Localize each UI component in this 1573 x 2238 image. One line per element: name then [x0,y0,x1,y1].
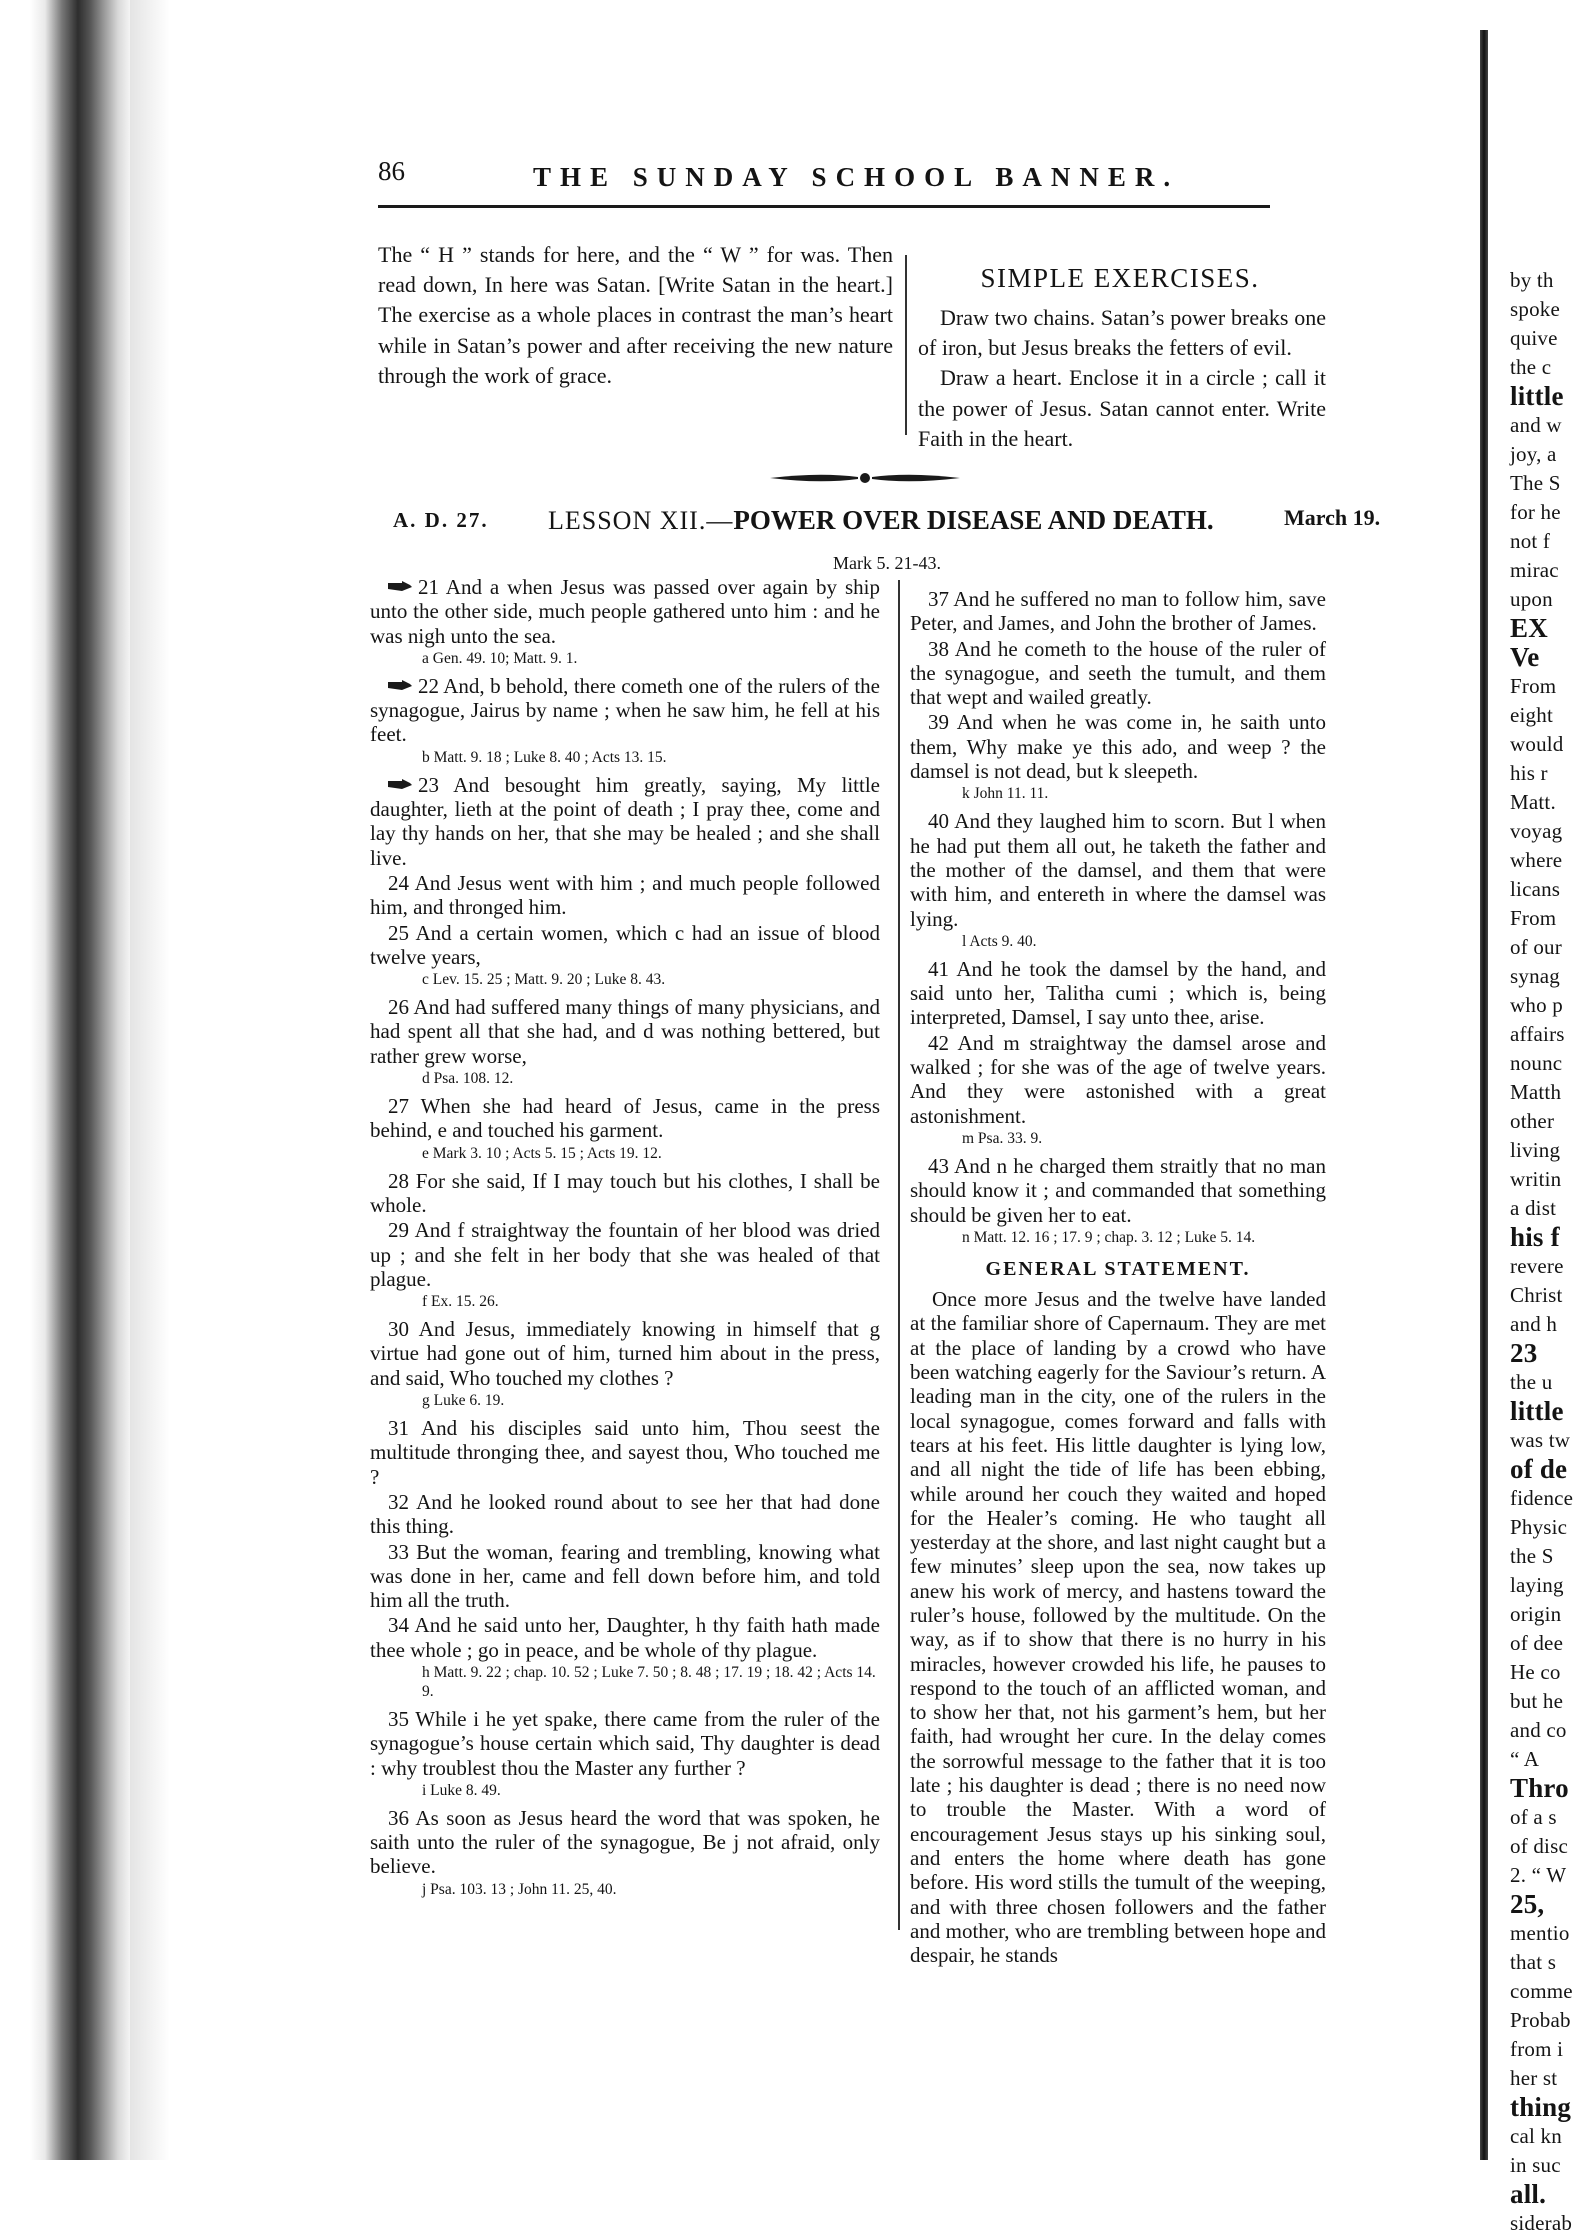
adjacent-page-text: nounc [1510,1051,1563,1075]
verse [370,1540,880,1613]
adjacent-page-text: fidence [1510,1486,1573,1510]
adjacent-page-text: from i [1510,2037,1564,2061]
lesson-ad-date: A. D. 27. [393,508,489,532]
ornament-divider-icon [770,468,960,488]
main-column-divider [898,580,900,1930]
adjacent-page-text: the c [1510,355,1552,379]
verse: 41 And he took the damsel by the hand, and said unto her, Talitha cumi ; which is, being interpreted, Damsel, I say unto thee, arise. [910,956,1326,1030]
adjacent-page-text: comme [1510,1979,1573,2003]
verse: 38 And he cometh to the house of the ruler of the synagogue, and seeth the tumult, and them that wept and wailed greatly. [910,636,1326,710]
adjacent-page-text: of our [1510,935,1562,959]
adjacent-page-text: little [1510,381,1564,411]
verse-text: 25 And a certain women, which c had an issue of blood twelve years, [370,920,880,969]
adjacent-page-text: licans [1510,877,1561,901]
verse-cross-reference: i Luke 8. 49. [422,1781,501,1799]
right-verse-list [910,587,1326,1247]
verse: 42 And m straightway the damsel arose and walked ; for she was of the age of twelve years. And they were astonished with a great astonishment. [910,1030,1326,1128]
header-rule [378,205,1270,208]
adjacent-page-text: origin [1510,1602,1562,1626]
adjacent-page-text: quive [1510,326,1558,350]
verse-text: 35 While i he yet spake, there came from the ruler of the synagogue’s house certain which said, Thy daughter is dead : why troublest thou the Master any further ? [370,1706,880,1780]
adjacent-page-text: by th [1510,268,1554,292]
verse-cross-reference: b Matt. 9. 18 ; Luke 8. 40 ; Acts 13. 15. [422,748,667,766]
verse-cross-reference: c Lev. 15. 25 ; Matt. 9. 20 ; Luke 8. 43. [422,971,666,989]
adjacent-page-text: 2. “ W [1510,1863,1567,1887]
adjacent-page-fragment [1510,266,1573,2235]
adjacent-page-text: Physic [1510,1515,1568,1539]
adjacent-page-text: Ve [1510,642,1540,672]
verse-text: 22 And, b behold, there cometh one of the rulers of the synagogue, Jairus by name ; when he saw him, he fell at his feet. [370,673,880,747]
verse-text: 28 For she said, If I may touch but his clothes, I shall be whole. [370,1168,880,1217]
verse-text: 32 And he looked round about to see her that had done this thing. [370,1489,880,1539]
lesson-topic: POWER OVER DISEASE AND DEATH. [733,505,1214,535]
adjacent-page-text: his f [1510,1222,1560,1252]
adjacent-page-text: Probab [1510,2008,1571,2032]
adjacent-page-text: mirac [1510,558,1559,582]
adjacent-page-text: but he [1510,1689,1564,1713]
verse-text: 31 And his disciples said unto him, Thou seest the multitude thronging thee, and sayest thou, Who touched me ? [370,1416,880,1489]
verse [370,1806,880,1879]
adjacent-page-text: where [1510,848,1563,872]
adjacent-page-text: affairs [1510,1022,1565,1046]
adjacent-page-text: of de [1510,1454,1568,1484]
verse [370,575,880,648]
adjacent-page-text: all. [1510,2179,1547,2209]
verse-cross-reference: h Matt. 9. 22 ; chap. 10. 52 ; Luke 7. 50 ; 8. 48 ; 17. 19 ; 18. 42 ; Acts 14. 9. [422,1663,876,1700]
adjacent-page-text: writin [1510,1167,1562,1191]
adjacent-page-text: upon [1510,587,1553,611]
adjacent-page-text: He co [1510,1660,1561,1684]
verse-cross-reference: e Mark 3. 10 ; Acts 5. 15 ; Acts 19. 12. [422,1144,662,1162]
verse [370,921,880,970]
top-column-divider [905,255,907,435]
exercise-paragraph: Draw a heart. Enclose it in a circle ; call it the power of Jesus. Satan cannot enter. Write Faith in the heart. [918,365,1326,451]
verse-text: 26 And had suffered many things of many physicians, and had spent all that she had, and d was nothing bettered, but rather grew worse, [370,995,880,1068]
verse-text: 33 But the woman, fearing and trembling, knowing what was done in her, came and fell down before him, and told him all the truth. [370,1539,880,1613]
verse-text: 23 And besought him greatly, saying, My little daughter, lieth at the point of death ; I pray thee, come and lay thy hands on her, that she may be healed ; and she shall live. [370,772,880,870]
verse: 37 And he suffered no man to follow him, save Peter, and James, and John the brother of James. [910,587,1326,636]
pointing-hand-icon [388,580,412,592]
verse [370,1490,880,1539]
adjacent-page-text: his r [1510,761,1548,785]
page-header [378,150,1268,206]
page-edge-divider [1480,30,1488,2160]
book-spine-shadow [0,0,130,2160]
adjacent-page-text: a dist [1510,1196,1557,1220]
adjacent-page-text: the u [1510,1370,1553,1394]
adjacent-page-text: mentio [1510,1921,1570,1945]
right-verses-column [910,587,1326,1967]
lesson-heading [548,505,1214,536]
left-verses-column [370,575,880,1905]
adjacent-page-text: 23 [1510,1338,1538,1368]
verse-cross-reference: n Matt. 12. 16 ; 17. 9 ; chap. 3. 12 ; Luke 5. 14. [962,1228,1256,1246]
verse-cross-reference: l Acts 9. 40. [962,932,1037,950]
verse-cross-reference: d Psa. 108. 12. [422,1070,514,1088]
adjacent-page-text: and h [1510,1312,1558,1336]
verse-cross-reference: f Ex. 15. 26. [422,1293,499,1311]
verse-cross-reference: m Psa. 33. 9. [962,1129,1043,1147]
adjacent-page-text: was tw [1510,1428,1571,1452]
adjacent-page-text: laying [1510,1573,1564,1597]
verse-text: 34 And he said unto her, Daughter, h thy faith hath made thee whole ; go in peace, and be whole of thy plague. [370,1613,880,1662]
adjacent-page-text: The S [1510,471,1561,495]
adjacent-page-text: voyag [1510,819,1563,843]
verse [370,1169,880,1218]
lesson-date: March 19. [1284,505,1381,530]
general-statement-title: GENERAL STATEMENT. [985,1257,1251,1280]
verse-text: 30 And Jesus, immediately knowing in himself that g virtue had gone out of him, turned him about in the press, and said, Who touched my clothes ? [370,1317,880,1390]
adjacent-page-text: not f [1510,529,1551,553]
adjacent-page-text: Matth [1510,1080,1562,1104]
adjacent-page-text: and w [1510,413,1562,437]
verse [370,871,880,920]
adjacent-page-text: Matt. [1510,790,1556,814]
verse: 43 And n he charged them straitly that no man should know it ; and commanded that something should be given her to eat. [910,1153,1326,1227]
verse [370,1317,880,1390]
simple-exercises-body [918,303,1326,454]
adjacent-page-text: thing [1510,2092,1572,2122]
verse-text: 36 As soon as Jesus heard the word that was spoken, he saith unto the ruler of the synagogue, Be j not afraid, only believe. [370,1805,880,1879]
verse [370,674,880,747]
pointing-hand-icon [388,778,412,790]
verse [370,1707,880,1780]
verse-text: 29 And f straightway the fountain of her blood was dried up ; and she felt in her body that she was healed of that plague. [370,1218,880,1291]
adjacent-page-text: her st [1510,2066,1558,2090]
adjacent-page-text: eight [1510,703,1553,727]
verse [370,995,880,1068]
adjacent-page-text: of a s [1510,1805,1557,1829]
adjacent-page-text: spoke [1510,297,1560,321]
adjacent-page-text: Christ [1510,1283,1563,1307]
verse-cross-reference: a Gen. 49. 10; Matt. 9. 1. [422,649,578,667]
verse [370,1613,880,1662]
simple-exercises-title: SIMPLE EXERCISES. [980,263,1260,293]
adjacent-page-text: Thro [1510,1773,1569,1803]
scripture-reference: Mark 5. 21-43. [833,553,941,573]
verse [370,1416,880,1489]
adjacent-page-text: “ A [1510,1747,1540,1771]
verse [370,773,880,870]
journal-title: THE SUNDAY SCHOOL BANNER. [533,162,1180,192]
adjacent-page-text: would [1510,732,1564,756]
adjacent-page-text: other [1510,1109,1555,1133]
verse: 39 And when he was come in, he saith unto them, Why make ye this ado, and weep ? the damsel is not dead, but k sleepeth. [910,710,1326,784]
exercise-paragraph: Draw two chains. Satan’s power breaks one of iron, but Jesus breaks the fetters of evil. [918,305,1326,361]
page-gutter-shade [130,0,170,2160]
page-number: 86 [378,156,405,186]
adjacent-page-text: of dee [1510,1631,1564,1655]
verse-cross-reference: k John 11. 11. [962,785,1049,803]
verse: 40 And they laughed him to scorn. But l when he had put them all out, he taketh the father and the mother of the damsel, and them that were with him, and entereth in where the damsel was lying. [910,809,1326,931]
adjacent-page-text: and co [1510,1718,1567,1742]
general-statement-text: Once more Jesus and the twelve have landed at the familiar shore of Capernaum. They are met at the place of landing by a crowd who have been watching eagerly for the Saviour’s return. A leading man in the city, one of the rulers in the local synagogue, comes forward and falls with tears at his feet. His little daughter is lying low, and all night the tide of life has been ebbing, while around her couch they waited and hoped for the Healer’s coming. He who taught all yesterday at the shore, and last night caught but a few minutes’ sleep upon the sea, now takes up anew his work of mercy, and hastens toward the ruler’s house, followed by the multitude. On the way, as if to show that there is no hurry in his miracles, however crowded his life, he pauses to respond to the touch of an afflicted woman, and to show her that, not his garment’s hem, but her faith, had wrought her cure. In the delay comes the sorrowful message to the father that it is too late ; his daughter is dead ; there is no need now to trouble the Master. With a word of encouragement Jesus stays up his sinking soul, and enters the home where death has gone before. His word stills the tumult of the weeping, and with three chosen followers and the father and mother, who are trembling between hope and despair, he stands [910,1287,1326,1968]
adjacent-page-text: the S [1510,1544,1554,1568]
verse-cross-reference: g Luke 6. 19. [422,1392,505,1410]
adjacent-page-text: From [1510,906,1557,930]
adjacent-page-text: From [1510,674,1557,698]
adjacent-page-text: who p [1510,993,1563,1017]
top-left-paragraph: The “ H ” stands for here, and the “ W ” for was. Then read down, In here was Satan. [Write Satan in the heart.] The exercise as a whole places in contrast the man’s heart while in Satan’s power and after receiving the new nature through the work of grace. [378,242,893,388]
adjacent-page-text: in suc [1510,2153,1561,2177]
adjacent-page-text: joy, a [1510,442,1557,466]
adjacent-page-text: revere [1510,1254,1564,1278]
adjacent-page-text: EX [1510,613,1548,643]
adjacent-page-text: for he [1510,500,1561,524]
verse-text: 24 And Jesus went with him ; and much people followed him, and thronged him. [370,870,880,920]
lesson-label: LESSON XII.— [548,506,734,535]
verse-text: 27 When she had heard of Jesus, came in the press behind, e and touched his garment. [370,1094,880,1143]
adjacent-page-text: that s [1510,1950,1557,1974]
verse [370,1218,880,1291]
verse-text: 21 And a when Jesus was passed over again by ship unto the other side, much people gathered unto him : and he was nigh unto the sea. [370,575,880,648]
adjacent-page-text: cal kn [1510,2124,1562,2148]
adjacent-page-text: little [1510,1396,1564,1426]
pointing-hand-icon [388,679,412,691]
adjacent-page-text: living [1510,1138,1561,1162]
adjacent-page-text: synag [1510,964,1560,988]
adjacent-page-text: siderab [1510,2211,1573,2235]
adjacent-page-text: 25, [1510,1889,1545,1919]
verse-cross-reference: j Psa. 103. 13 ; John 11. 25, 40. [422,1880,617,1898]
adjacent-page-text: of disc [1510,1834,1568,1858]
verse [370,1094,880,1143]
